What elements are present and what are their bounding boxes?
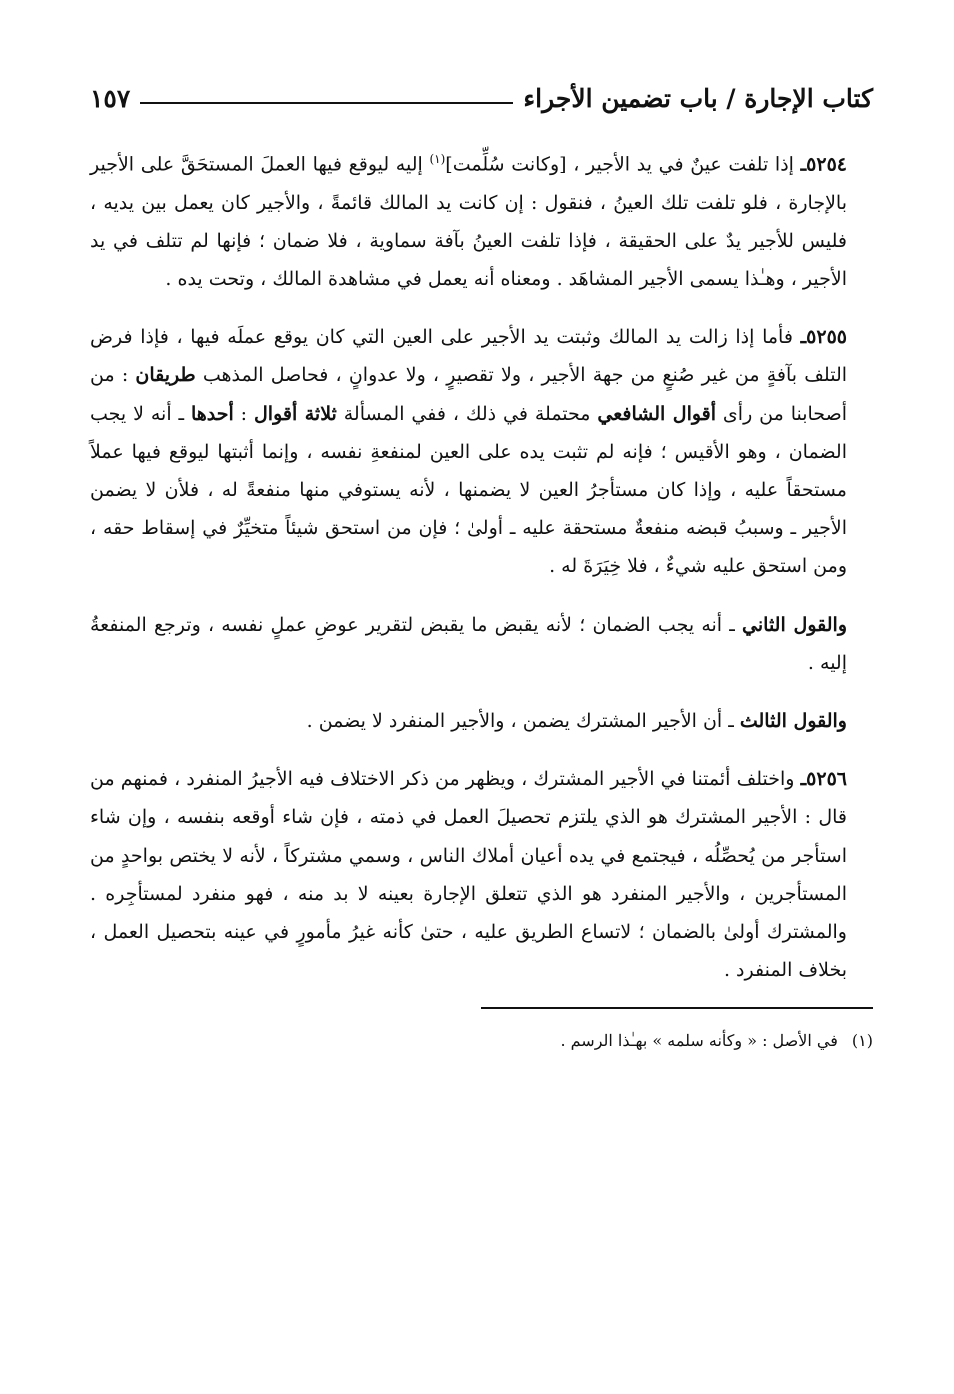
opinion-label: والقول الثاني [742,613,847,636]
paragraph-gap [90,682,873,702]
paragraph-text: ـ أنه يجب الضمان ؛ لأنه يقبض ما يقبض لتقرير عوضِ عملٍ نفسه ، وترجع المنفعةُ إليه . [90,613,847,674]
footnote [90,1027,873,1055]
paragraph-number: ٥٢٥٦ـ [800,768,847,791]
paragraph-text: فأما إذا زالت يد المالك وثبتت يد الأجير على العين التي كان يوقع عملَه فيها ، فإذا فرض التلف بآفةٍ من غير صُنعٍ من جهة الأجير ، ولا تقصيرٍ ، ولا عدوانٍ ، فحاصل المذهب [90,326,848,387]
footnote-divider [481,1007,873,1009]
body-text [90,140,873,989]
paragraph-5254 [90,140,873,298]
paragraph-number: ٥٢٥٤ـ [800,153,847,176]
paragraph-gap [90,740,873,760]
bold-term: طريقان [135,364,196,387]
bold-term: أقوال الشافعي [597,402,717,425]
paragraph-text: ـ أنه لا يجب الضمان ، وهو الأقيس ؛ فإنه لم تثبت يده على العين لمنفعةِ نفسه ، وإنما أثبتها ليوقع فيها عملاً مستحقاً عليه ، وإذا كان مستأجرُ العين لا يضمنها ، لأنه يستوفي منها منفعةً له ، فلأن لا يضمن الأجير ـ وسببُ قبضه منفعةٌ مستحقة عليه ـ أولىٰ ؛ فإن من استحق شيئاً متخيِّرٌ في إسقاط حقه ، ومن استحق عليه شيءٌ ، فلا خِيَرَةَ له . [90,402,847,578]
header-title: كتاب الإجارة / باب تضمين الأجراء [523,83,873,113]
paragraph-text: محتملة في ذلك ، ففي المسألة [336,402,598,425]
bold-term: ثلاثة أقوال [253,402,337,425]
paragraph-third-opinion [90,702,873,740]
paragraph-text: إذا تلفت عينٌ في يد الأجير ، [وكانت سُلِّمت] [445,153,801,176]
paragraph-number: ٥٢٥٥ـ [800,326,847,349]
paragraph-second-opinion [90,606,873,682]
paragraph-text: ـ أن الأجير المشترك يضمن ، والأجير المنفرد لا يضمن . [306,709,740,732]
paragraph-5256 [90,760,873,989]
paragraph-text: : [233,402,254,425]
page-number: ١٥٧ [90,83,131,113]
footnote-text: في الأصل : « وكأنه سلمه » بهـٰذا الرسم . [560,1031,838,1051]
running-header [90,70,873,126]
paragraph-5255 [90,318,873,585]
paragraph-gap [90,586,873,606]
footnote-reference: (١) [429,152,446,166]
paragraph-text: إليه ليوقع فيها العملَ المستحَقَّ على الأجير بالإجارة ، فلو تلفت تلك العينُ ، فنقول : إن كانت يد المالك قائمةً ، والأجير كان يعمل بين يديه ، فليس للأجير يدٌ على الحقيقة ، فإذا تلفت العينُ بآفة سماوية ، فلا ضمان ؛ فإنها لم تتلف في يد الأجير ، وهـٰذا يسمى الأجير المشاهَد . ومعناه أنه يعمل في مشاهدة المالك ، وتحت يده . [90,153,847,290]
header-rule [140,102,513,104]
opinion-label: والقول الثالث [739,709,847,732]
footnote-marker: (١) [851,1031,873,1051]
book-page [90,70,873,1055]
paragraph-text: واختلف أئمتنا في الأجير المشترك ، ويظهر من ذكر الاختلاف فيه الأجيرُ المنفرد ، فمنهم من قال : الأجير المشترك هو الذي يلتزم تحصيلَ العمل في ذمته ، فإن شاء أوقعه بنفسه ، وإن شاء استأجر من يُحصِّلُه ، فيجتمع في يده أعيان أملاك الناس ، وسمي مشتركاً ، لأنه لا يختص بواحدٍ من المستأجرين ، والأجير المنفرد هو الذي تتعلق الإجارة بعينه لا بد منه ، فهو منفرد لمستأجِره . والمشترك أولىٰ بالضمان ؛ لاتساع الطريق عليه ، حتىٰ كأنه غيرُ مأمورٍ في عينه بتحصيل العمل ، بخلاف المنفرد . [90,768,847,982]
paragraph-text: : من أصحابنا من رأى [90,364,847,425]
paragraph-gap [90,298,873,318]
bold-term: أحدها [190,402,234,425]
